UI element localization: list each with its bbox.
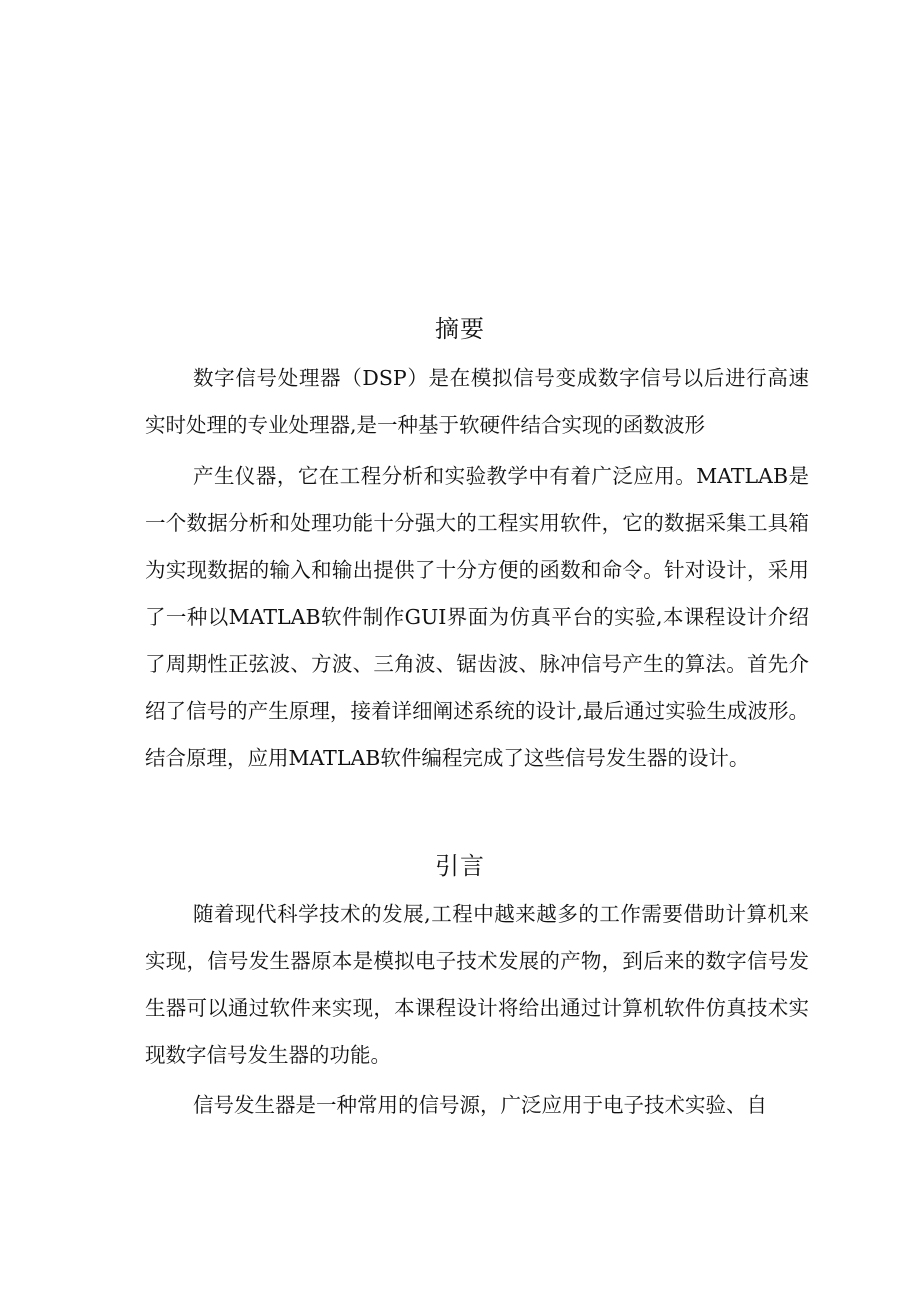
introduction-heading: 引言 bbox=[435, 852, 485, 880]
abstract-heading: 摘要 bbox=[435, 315, 485, 343]
abstract-paragraph-1: 数字信号处理器（DSP）是在模拟信号变成数字信号以后进行高速实时处理的专业处理器,是一种基于软硬件结合实现的函数波形 bbox=[145, 366, 809, 437]
abstract-paragraph-2: 产生仪器，它在工程分析和实验教学中有着广泛应用。MATLAB是一个数据分析和处理功能十分强大的工程实用软件，它的数据采集工具箱为实现数据的输入和输出提供了十分方便的函数和命令。针对设计，采用了一种以MATLAB软件制作GUI界面为仿真平台的实验,本课程设计介绍了周期性正弦波、方波、三角波、锯齿波、脉冲信号产生的算法。首先介绍了信号的产生原理，接着详细阐述系统的设计,最后通过实验生成波形。结合原理，应用MATLAB软件编程完成了这些信号发生器的设计。 bbox=[145, 464, 809, 770]
introduction-paragraph-1: 随着现代科学技术的发展,工程中越来越多的工作需要借助计算机来实现，信号发生器原本是模拟电子技术发展的产物，到后来的数字信号发生器可以通过软件来实现，本课程设计将给出通过计算机软件仿真技术实现数字信号发生器的功能。 bbox=[145, 902, 809, 1067]
introduction-paragraph-2: 信号发生器是一种常用的信号源，广泛应用于电子技术实验、自 bbox=[193, 1093, 767, 1117]
